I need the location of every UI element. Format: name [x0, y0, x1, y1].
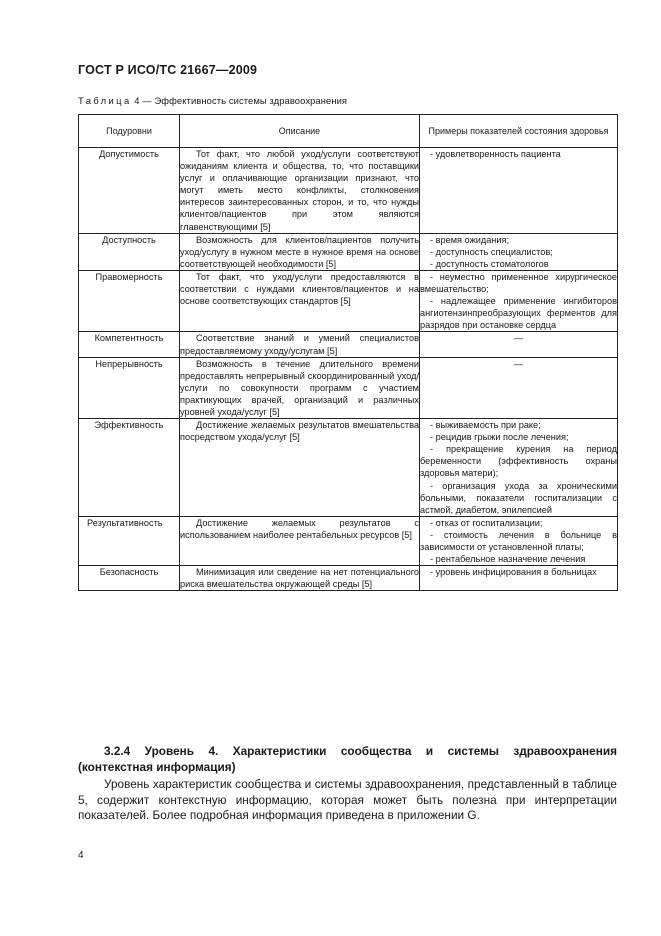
- table-caption: [78, 95, 347, 106]
- table-caption-prefix: Таблица: [78, 95, 132, 106]
- row-description: [180, 357, 420, 418]
- example-item: - доступность стоматологов: [430, 258, 549, 269]
- row-level: Правомерность: [79, 270, 180, 331]
- example-item: - прекращение курения на период беременности (эффективность охраны здоровья матери);: [420, 444, 617, 479]
- section-paragraph: [78, 777, 617, 824]
- table-row: [79, 357, 618, 418]
- row-level: Доступность: [79, 233, 180, 270]
- table-row: [79, 233, 618, 270]
- table-row: [79, 270, 618, 331]
- table-row: [79, 516, 618, 565]
- column-header-sublevels: Подуровни: [79, 115, 180, 148]
- example-empty-dash: —: [513, 333, 524, 344]
- document-code: ГОСТ Р ИСО/ТС 21667—2009: [78, 63, 258, 77]
- example-item: - время ожидания;: [430, 234, 510, 245]
- description-text: Возможность в течение длительного времени предоставлять непрерывный скоординированный уход/услуги по совокупности программ с участием практикующих врачей, организаций и различных уровней ухода/услуг [5]: [180, 358, 419, 417]
- description-text: Возможность для клиентов/пациентов получить уход/услугу в нужном месте в нужное время на основе соответствующей необходимости [5]: [180, 234, 419, 269]
- example-item: - рентабельное назначение лечения: [430, 554, 586, 565]
- table-header-row: [79, 115, 618, 148]
- row-examples: [420, 419, 618, 517]
- example-item: - стоимость лечения в больнице в зависимости от установленной платы;: [420, 529, 617, 552]
- row-level: Компетентность: [79, 332, 180, 357]
- example-item: - уровень инфицирования в больницах: [430, 567, 597, 578]
- table-caption-rest: 4 — Эффективность системы здравоохранения: [131, 95, 348, 106]
- table-row: [79, 148, 618, 234]
- table-row: [79, 566, 618, 591]
- efficiency-table: [78, 114, 618, 591]
- row-examples: [420, 148, 618, 234]
- example-item: - выживаемость при раке;: [430, 420, 541, 431]
- example-item: - надлежащее применение ингибиторов ангиотензинпреобразующих ферментов для разрядов при остановке сердца: [420, 296, 617, 331]
- row-description: [180, 516, 420, 565]
- row-description: [180, 148, 420, 234]
- column-header-description: Описание: [180, 115, 420, 148]
- row-description: [180, 332, 420, 357]
- section-heading: [78, 744, 617, 775]
- row-description: [180, 233, 420, 270]
- page-number: 4: [78, 850, 84, 861]
- column-header-examples: Примеры показателей состояния здоровья: [420, 115, 618, 148]
- row-level: Непрерывность: [79, 357, 180, 418]
- row-examples: [420, 332, 618, 357]
- row-level: Безопасность: [79, 566, 180, 591]
- row-examples: [420, 233, 618, 270]
- example-item: - отказ от госпитализации;: [430, 517, 543, 528]
- description-text: Минимизация или сведение на нет потенциального риска вмешательства окружающей среды [5]: [180, 567, 419, 590]
- row-description: [180, 566, 420, 591]
- row-level: Результативность: [79, 516, 180, 565]
- description-text: Тот факт, что уход/услуги предоставляются в соответствии с нуждами клиентов/пациентов и на основе соответствующих стандартов [5]: [180, 271, 419, 307]
- table-row: [79, 332, 618, 357]
- row-description: [180, 270, 420, 331]
- example-item: - доступность специалистов;: [430, 246, 553, 257]
- description-text: Соответствие знаний и умений специалистов предоставляемому уходу/услугам [5]: [180, 333, 419, 356]
- description-text: Тот факт, что любой уход/услуги соответствуют ожиданиям клиента и общества, то, что поставщики услуг и оплачивающие организации признают, что могут иметь место конфликты, столкновения интересов заинтересованных сторон, и то, что нужды клиентов/пациентов при этом являются главенствующими [5]: [180, 149, 419, 232]
- section-paragraph-text: Уровень характеристик сообщества и системы здравоохранения, представленный в таблице 5, содержит контекстную информацию, которая может быть полезна при интерпретации показателей. Более подробная информация приведена в приложении G.: [78, 777, 617, 823]
- row-examples: [420, 357, 618, 418]
- description-text: Достижение желаемых результатов с использованием наиболее рентабельных ресурсов [5]: [180, 517, 419, 540]
- row-level: Эффективность: [79, 419, 180, 517]
- example-item: - организация ухода за хроническими больными, показатели госпитализации с астмой, диабетом, эпилепсией: [420, 480, 617, 515]
- example-item: - рецидив грыжи после лечения;: [430, 432, 569, 443]
- section-heading-text: 3.2.4 Уровень 4. Характеристики сообщества и системы здравоохранения (контекстная информация): [78, 744, 617, 774]
- row-description: [180, 419, 420, 517]
- row-examples: [420, 270, 618, 331]
- table-row: [79, 419, 618, 517]
- example-item: - неуместно примененное хирургическое вмешательство;: [420, 271, 617, 295]
- row-examples: [420, 516, 618, 565]
- row-examples: [420, 566, 618, 591]
- description-text: Достижение желаемых результатов вмешательства посредством ухода/услуг [5]: [180, 420, 419, 443]
- row-level: Допустимость: [79, 148, 180, 234]
- example-empty-dash: —: [513, 358, 524, 369]
- example-item: - удовлетворенность пациента: [430, 149, 561, 159]
